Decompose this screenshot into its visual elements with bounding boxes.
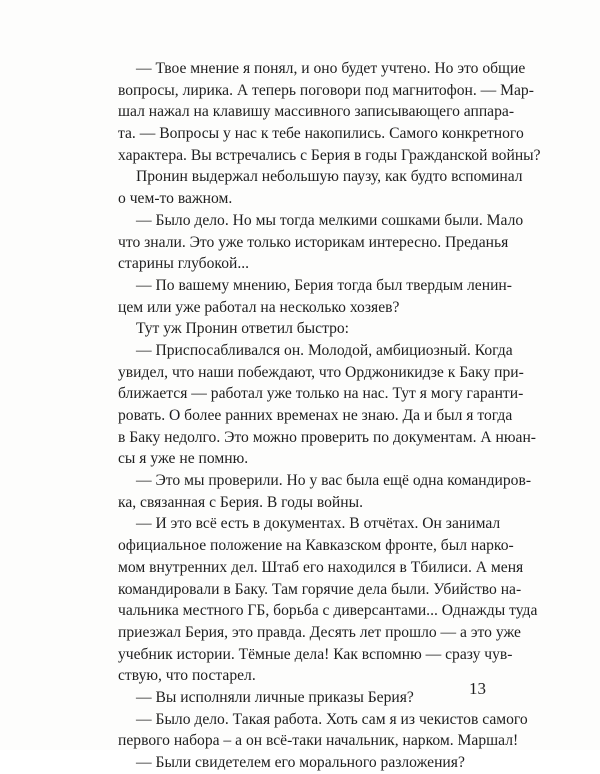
text-line: ка, связанная с Берия. В годы войны. <box>118 493 363 511</box>
text-line: — Было дело. Но мы тогда мелкими сошками были. Мало <box>136 211 524 229</box>
text-line: — И это всё есть в документах. В отчётах. Он занимал <box>136 515 501 533</box>
text-line: ровать. О более ранних временах не знаю. Да и был я тогда <box>118 407 513 424</box>
text-line: ствую, что постарел. <box>118 667 256 685</box>
text-line: вопросы, лирика. А теперь поговори под магнитофон. — Мар- <box>118 81 534 99</box>
text-line: Пронин выдержал небольшую паузу, как будто вспоминал <box>136 168 523 186</box>
text-line: та. — Вопросы у нас к тебе накопились. Самого конкретного <box>118 125 524 143</box>
text-line: характера. Вы встречались с Берия в годы Гражданской войны? <box>118 146 541 164</box>
page-body-text <box>118 58 541 774</box>
text-line: — Было дело. Такая работа. Хоть сам я из чекистов самого <box>136 710 528 728</box>
text-line: — Вы исполняли личные приказы Берия? <box>136 688 414 706</box>
text-line: — Приспосабливался он. Молодой, амбициозный. Когда <box>136 341 513 359</box>
text-line: увидел, что наши побеждают, что Орджоникидзе к Баку при- <box>118 363 524 381</box>
page-number: 13 <box>469 679 486 698</box>
text-line: сы я уже не помню. <box>118 450 249 468</box>
text-line: официальное положение на Кавказском фронте, был нарко- <box>118 537 514 555</box>
text-line: старины глубокой... <box>118 255 250 273</box>
text-line: что знали. Это уже только историкам интересно. Преданья <box>118 233 509 251</box>
text-line: Тут уж Пронин ответил быстро: <box>136 320 350 338</box>
text-line: в Баку недолго. Это можно проверить по документам. А нюан- <box>118 428 537 446</box>
text-line: — По вашему мнению, Берия тогда был твердым ленин- <box>136 276 512 294</box>
text-line: — Были свидетелем его морального разложения? <box>136 754 465 771</box>
text-line: учебник истории. Тёмные дела! Как вспомню — сразу чув- <box>118 645 513 663</box>
text-line: — Это мы проверили. Но у вас была ещё одна командиров- <box>136 472 532 490</box>
text-line: ближается — работал уже только на нас. Тут я могу гаранти- <box>118 385 524 403</box>
text-line: цем или уже работал на несколько хозяев? <box>118 298 400 316</box>
text-line: мом внутренних дел. Штаб его находился в Тбилиси. А меня <box>118 558 524 576</box>
text-line: командировали в Баку. Там горячие дела были. Убийство на- <box>118 580 522 598</box>
text-line: о чем-то важном. <box>118 190 233 208</box>
text-line: приезжал Берия, это правда. Десять лет прошло — а это уже <box>118 623 521 641</box>
text-line: первого набора – а он всё-таки начальник, нарком. Маршал! <box>118 732 519 750</box>
text-line: чальника местного ГБ, борьба с диверсантами... Однажды туда <box>118 602 538 620</box>
text-line: шал нажал на клавишу массивного записывающего аппара- <box>118 103 515 121</box>
text-line: — Твое мнение я понял, и оно будет учтено. Но это общие <box>136 60 526 77</box>
